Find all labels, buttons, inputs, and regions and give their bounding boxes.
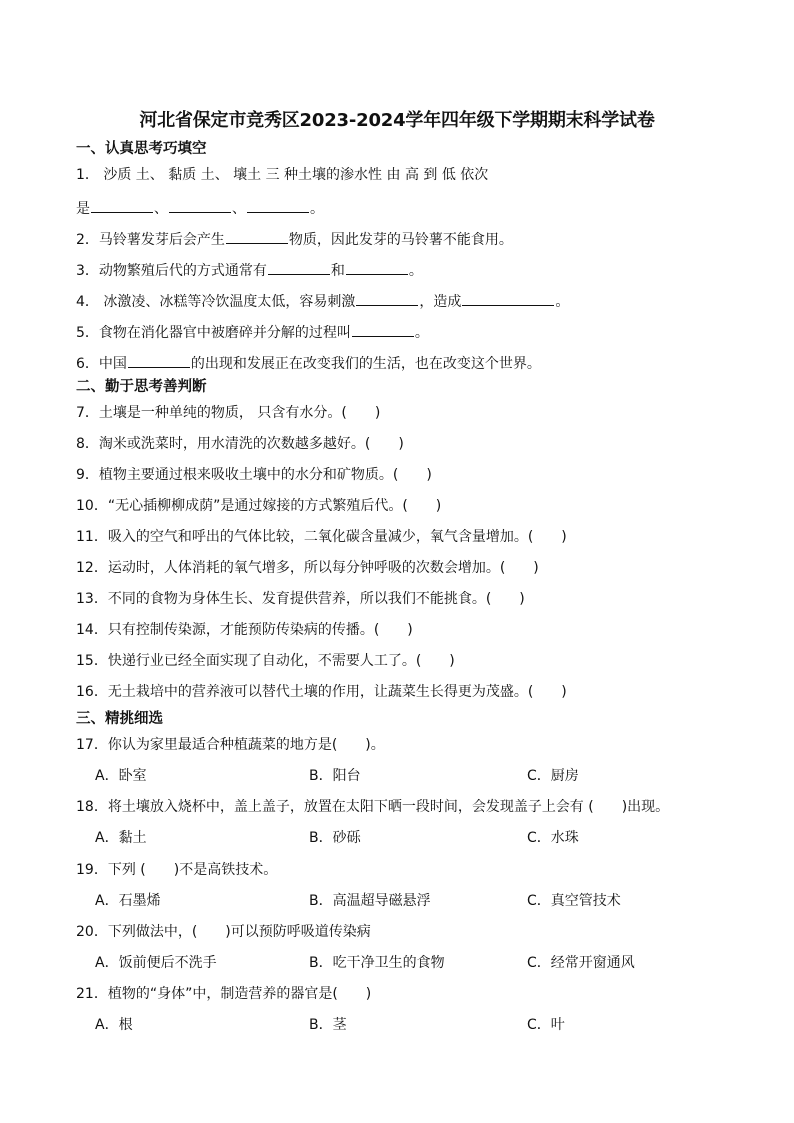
- option-c[interactable]: C．叶: [527, 1017, 565, 1033]
- question-3: [76, 260, 423, 280]
- judge-question: 12．运动时，人体消耗的氧气增多，所以每分钟呼吸的次数会增加。( ): [76, 560, 539, 576]
- option-c[interactable]: C．经常开窗通风: [527, 955, 635, 971]
- question-5: [76, 322, 429, 342]
- option-b[interactable]: B．茎: [309, 1017, 347, 1033]
- choice-question-19: 19．下列 ( )不是高铁技术。: [76, 862, 278, 878]
- choice-question-17: 17．你认为家里最适合种植蔬菜的地方是( )。: [76, 737, 385, 753]
- option-b[interactable]: B．砂砾: [309, 830, 361, 846]
- judge-question: 7．土壤是一种单纯的物质， 只含有水分。( ): [76, 405, 381, 421]
- option-a[interactable]: A．根: [95, 1017, 133, 1033]
- q1-sep: 、: [232, 201, 246, 217]
- option-a[interactable]: A．饭前便后不洗手: [95, 955, 217, 971]
- q3-mid: 和: [330, 263, 345, 279]
- q4-mid: ，造成: [419, 294, 462, 310]
- answer-blank[interactable]: [268, 260, 330, 275]
- answer-blank[interactable]: [352, 322, 414, 337]
- q2-prefix: 2．马铃薯发芽后会产生: [76, 232, 225, 248]
- answer-blank[interactable]: [247, 198, 309, 213]
- answer-blank[interactable]: [169, 198, 231, 213]
- judge-question: 11．吸入的空气和呼出的气体比较，二氧化碳含量减少，氧气含量增加。( ): [76, 529, 567, 545]
- judge-question: 16．无土栽培中的营养液可以替代土壤的作用，让蔬菜生长得更为茂盛。( ): [76, 684, 567, 700]
- q5-end: 。: [414, 325, 429, 341]
- q3-end: 。: [408, 263, 423, 279]
- q3-prefix: 3．动物繁殖后代的方式通常有: [76, 263, 267, 279]
- question-6: [76, 353, 541, 373]
- option-b[interactable]: B．高温超导磁悬浮: [309, 893, 431, 909]
- judge-question: 10．“无心插柳柳成荫”是通过嫁接的方式繁殖后代。( ): [76, 498, 442, 514]
- choice-question-20: 20．下列做法中，( )可以预防呼吸道传染病: [76, 924, 371, 940]
- q1-sep: 、: [154, 201, 168, 217]
- question-2: [76, 229, 513, 249]
- option-c[interactable]: C．水珠: [527, 830, 579, 846]
- answer-blank[interactable]: [128, 353, 190, 368]
- q6-prefix: 6．中国: [76, 356, 127, 372]
- option-a[interactable]: A．石墨烯: [95, 893, 161, 909]
- section-heading-fill: 一、认真思考巧填空: [76, 141, 207, 157]
- option-a[interactable]: A．卧室: [95, 768, 147, 784]
- answer-blank[interactable]: [462, 291, 554, 306]
- q1-prefix: 是: [76, 201, 90, 217]
- q2-suffix: 物质，因此发芽的马铃薯不能食用。: [288, 232, 513, 248]
- q4-end: 。: [555, 294, 570, 310]
- answer-blank[interactable]: [346, 260, 408, 275]
- question-1-line-1: 1． 沙质 土、 黏质 土、 壤土 三 种土壤的渗水性 由 高 到 低 依次: [76, 167, 489, 183]
- question-4: [76, 291, 569, 311]
- option-a[interactable]: A．黏土: [95, 830, 147, 846]
- section-heading-choice: 三、精挑细选: [76, 711, 163, 727]
- question-1-line-2: [76, 198, 324, 218]
- judge-question: 15．快递行业已经全面实现了自动化，不需要人工了。( ): [76, 653, 455, 669]
- section-heading-judge: 二、勤于思考善判断: [76, 379, 207, 395]
- answer-blank[interactable]: [356, 291, 418, 306]
- judge-question: 14．只有控制传染源，才能预防传染病的传播。( ): [76, 622, 413, 638]
- answer-blank[interactable]: [226, 229, 288, 244]
- choice-question-18: 18．将土壤放入烧杯中，盖上盖子，放置在太阳下晒一段时间，会发现盖子上会有 ( )出现。: [76, 799, 670, 815]
- q4-prefix: 4． 冰激凌、冰糕等冷饮温度太低，容易刺激: [76, 294, 356, 310]
- option-c[interactable]: C．真空管技术: [527, 893, 621, 909]
- answer-blank[interactable]: [91, 198, 153, 213]
- judge-question: 9．植物主要通过根来吸收土壤中的水分和矿物质。( ): [76, 467, 432, 483]
- q1-end: 。: [310, 201, 324, 217]
- choice-question-21: 21．植物的“身体”中，制造营养的器官是( ): [76, 986, 372, 1002]
- q5-prefix: 5．食物在消化器官中被磨碎并分解的过程叫: [76, 325, 351, 341]
- option-b[interactable]: B．阳台: [309, 768, 361, 784]
- judge-question: 8．淘米或洗菜时，用水清洗的次数越多越好。( ): [76, 436, 404, 452]
- option-c[interactable]: C．厨房: [527, 768, 579, 784]
- judge-question: 13．不同的食物为身体生长、发育提供营养，所以我们不能挑食。( ): [76, 591, 525, 607]
- q6-suffix: 的出现和发展正在改变我们的生活，也在改变这个世界。: [190, 356, 541, 372]
- exam-title: 河北省保定市竞秀区2023-2024学年四年级下学期期末科学试卷: [139, 110, 655, 131]
- option-b[interactable]: B．吃干净卫生的食物: [309, 955, 445, 971]
